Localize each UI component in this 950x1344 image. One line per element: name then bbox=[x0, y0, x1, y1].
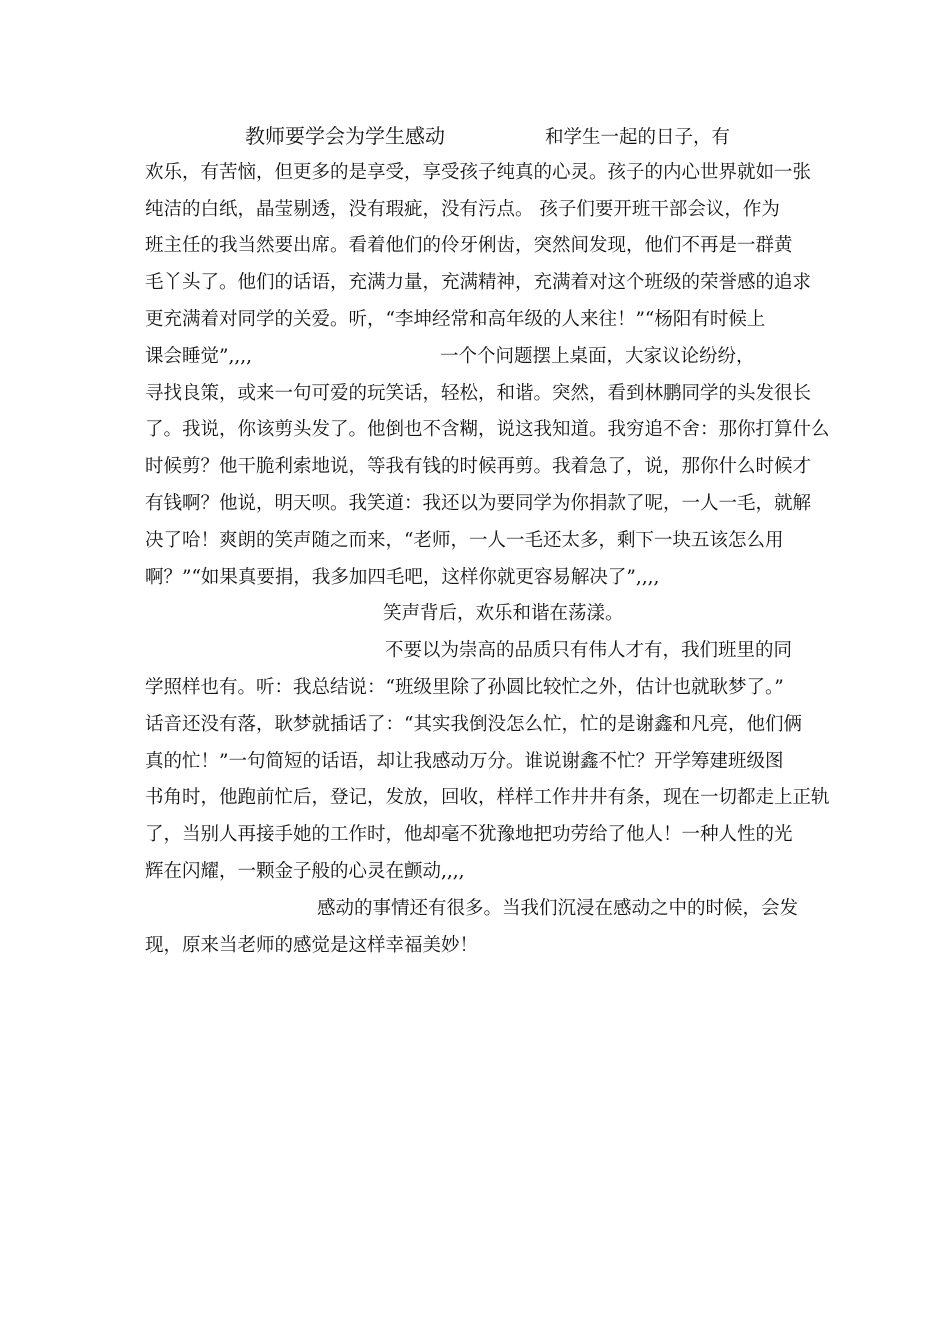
article-title: 教师要学会为学生感动 bbox=[245, 124, 445, 148]
text-line-7 bbox=[145, 339, 813, 376]
text-line-6: 更充满着对同学的关爱。听，“李坤经常和高年级的人来往！”“杨阳有时候上 bbox=[145, 308, 766, 330]
paragraph-1-start: 和学生一起的日子，有 bbox=[545, 127, 731, 148]
article-body bbox=[145, 118, 830, 964]
text-line-16: 学照样也有。听：我总结说：“班级里除了孙圆比较忙之外，估计也就耿梦了。” bbox=[145, 676, 784, 698]
text-line-4: 班主任的我当然要出席。看着他们的伶牙俐齿，突然间发现，他们不再是一群黄 bbox=[145, 235, 793, 257]
text-line-18: 真的忙！”一句简短的话语，却让我感动万分。谁说谢鑫不忙？开学筹建班级图 bbox=[145, 750, 784, 772]
line-7-start: 课会睡觉”,,,, bbox=[145, 345, 252, 367]
text-line-1 bbox=[145, 118, 813, 155]
paragraph-4-start: 感动的事情还有很多。当我们沉浸在感动之中的时候，会发 bbox=[317, 897, 799, 919]
text-line-23: 现，原来当老师的感觉是这样幸福美妙！ bbox=[145, 934, 479, 956]
text-line-11: 有钱啊？他说，明天呗。我笑道：我还以为要同学为你捐款了呢，一人一毛，就解 bbox=[145, 492, 812, 514]
text-line-10: 时候剪？他干脆利索地说，等我有钱的时候再剪。我着急了，说，那你什么时候才 bbox=[145, 456, 812, 478]
text-line-5: 毛丫头了。他们的话语，充满力量，充满精神，充满着对这个班级的荣誉感的追求 bbox=[145, 272, 812, 294]
text-line-19: 书角时，他跑前忙后，登记，发放，回收，样样工作井井有条，现在一切都走上正轨 bbox=[145, 787, 830, 809]
text-line-2: 欢乐，有苦恼，但更多的是享受，享受孩子纯真的心灵。孩子的内心世界就如一张 bbox=[145, 161, 812, 183]
text-line-13: 啊？”“如果真要捐，我多加四毛吧，这样你就更容易解决了”,,,, bbox=[145, 566, 660, 588]
centered-line: 笑声背后，欢乐和谐在荡漾。 bbox=[383, 603, 624, 625]
text-line-3: 纯洁的白纸，晶莹剔透，没有瑕疵，没有污点。 孩子们要开班干部会议，作为 bbox=[145, 198, 780, 220]
text-line-21: 辉在闪耀，一颗金子般的心灵在颤动,,,, bbox=[145, 860, 465, 882]
text-line-9: 了。我说，你该剪头发了。他倒也不含糊，说这我知道。我穷追不舍：那你打算什么 bbox=[145, 419, 830, 441]
text-line-20: 了，当别人再接手她的工作时，他却毫不犹豫地把功劳给了他人！一种人性的光 bbox=[145, 824, 793, 846]
text-line-12: 决了哈！爽朗的笑声随之而来，“老师，一人一毛还太多，剩下一块五该怎么用 bbox=[145, 529, 784, 551]
line-7-tail: 一个个问题摆上桌面，大家议论纷纷， bbox=[439, 345, 755, 367]
paragraph-3-start: 不要以为崇高的品质只有伟人才有，我们班里的同 bbox=[385, 640, 793, 662]
text-line-17: 话音还没有落，耿梦就插话了：“其实我倒没怎么忙，忙的是谢鑫和凡亮，他们俩 bbox=[145, 713, 802, 735]
text-line-8: 寻找良策，或来一句可爱的玩笑话，轻松，和谐。突然，看到林鹏同学的头发很长 bbox=[145, 382, 812, 404]
